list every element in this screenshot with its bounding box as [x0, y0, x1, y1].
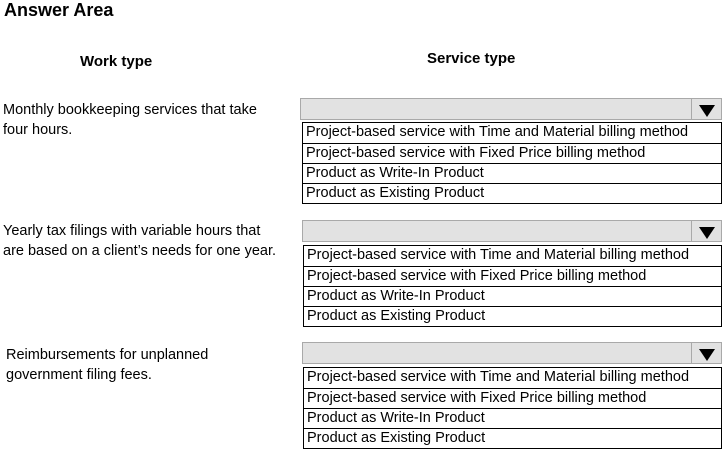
work-type-line: Monthly bookkeeping services that take: [3, 102, 257, 118]
work-type-line: Reimbursements for unplanned: [6, 347, 209, 363]
dropdown-option[interactable]: Product as Existing Product: [304, 306, 721, 326]
work-type-line: Yearly tax filings with variable hours that: [3, 223, 261, 239]
dropdown-options: [302, 122, 722, 204]
dropdown-option[interactable]: Project-based service with Fixed Price billing method: [303, 143, 721, 163]
triangle-down-icon[interactable]: [691, 343, 721, 363]
dropdown-options: [303, 245, 722, 327]
triangle-down-icon[interactable]: [691, 99, 721, 119]
dropdown-option[interactable]: Project-based service with Fixed Price billing method: [304, 388, 721, 408]
work-type-header: Work type: [80, 53, 153, 70]
triangle-down-icon[interactable]: [691, 221, 721, 241]
work-type-item-3: [6, 345, 208, 385]
work-type-item-2: [3, 221, 276, 261]
service-type-dropdown-3[interactable]: [302, 342, 722, 449]
answer-area-title: Answer Area: [4, 0, 114, 20]
dropdown-option[interactable]: Product as Existing Product: [304, 428, 721, 448]
service-type-dropdown-2[interactable]: [302, 220, 722, 327]
dropdown-option[interactable]: Product as Write-In Product: [304, 408, 721, 428]
work-type-line: are based on a client’s needs for one year.: [3, 243, 277, 259]
dropdown-header[interactable]: [302, 220, 722, 242]
dropdown-option[interactable]: Project-based service with Time and Material billing method: [306, 124, 689, 140]
service-type-dropdown-1[interactable]: [300, 98, 722, 204]
dropdown-header[interactable]: [300, 98, 722, 120]
dropdown-option[interactable]: Project-based service with Time and Material billing method: [307, 247, 690, 263]
dropdown-option[interactable]: Product as Existing Product: [303, 183, 721, 203]
service-type-header: Service type: [427, 50, 516, 67]
dropdown-option[interactable]: Product as Write-In Product: [304, 286, 721, 306]
dropdown-options: [303, 367, 722, 449]
work-type-line: government filing fees.: [6, 367, 152, 383]
work-type-item-1: [3, 100, 257, 140]
dropdown-option[interactable]: Product as Write-In Product: [303, 163, 721, 183]
work-type-line: four hours.: [3, 122, 73, 138]
dropdown-header[interactable]: [302, 342, 722, 364]
dropdown-option[interactable]: Project-based service with Fixed Price billing method: [304, 266, 721, 286]
dropdown-option[interactable]: Project-based service with Time and Material billing method: [307, 369, 690, 385]
